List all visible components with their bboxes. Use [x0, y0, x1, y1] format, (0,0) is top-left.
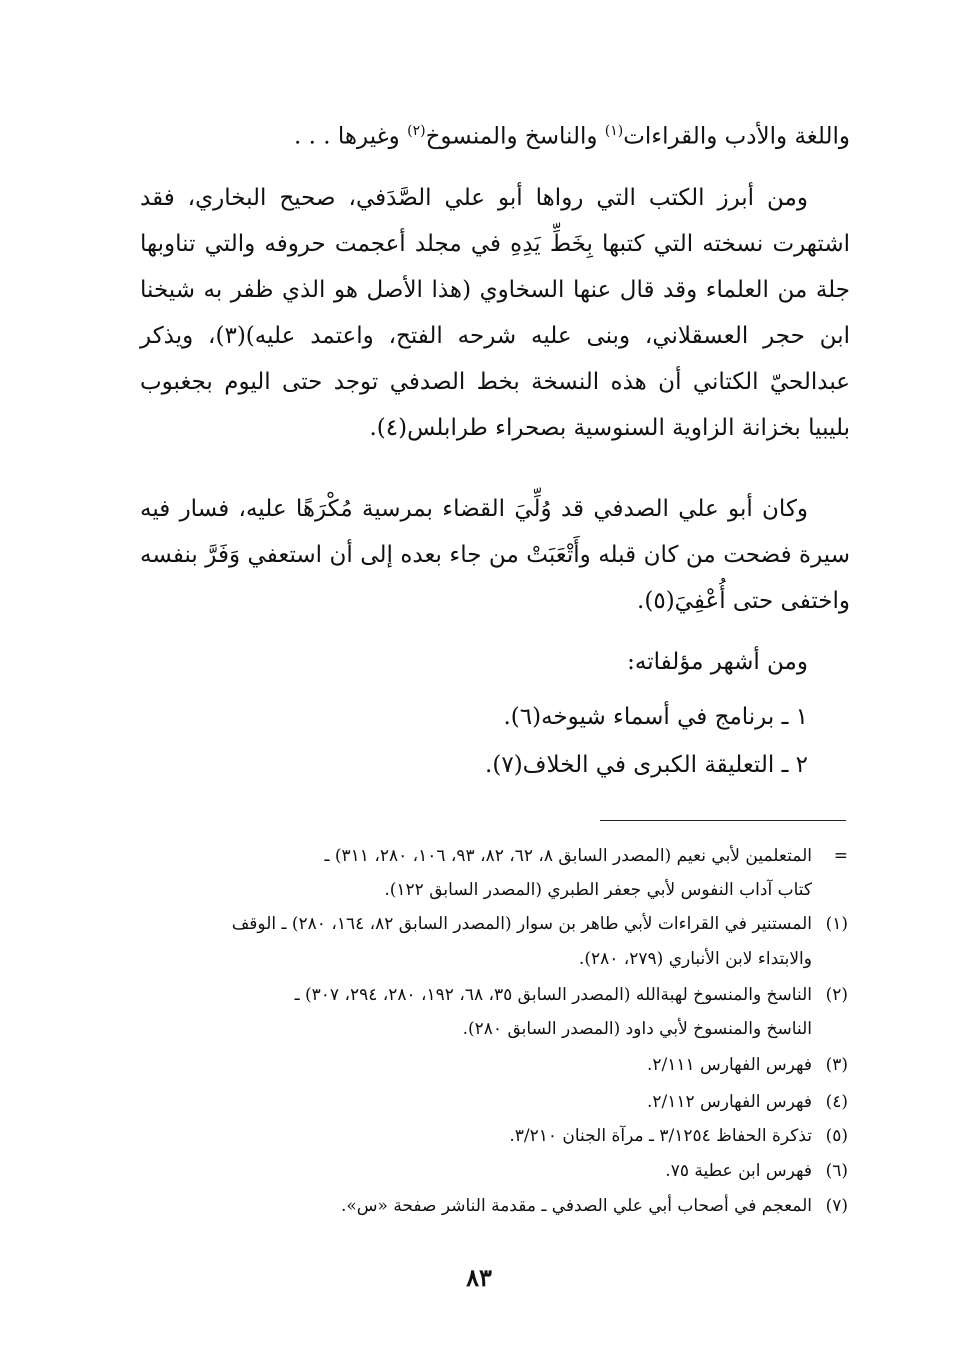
footnote-text: المعجم في أصحاب أبي علي الصدفي ـ مقدمة الناشر صفحة «س».	[340, 1196, 812, 1216]
continuation-mark: =	[833, 846, 848, 866]
footnote-6	[135, 1161, 848, 1181]
footnote-number: (٣)	[825, 1055, 848, 1075]
footnote-text: فهرس الفهارس ٢/١١١.	[646, 1055, 812, 1075]
footnote-text: فهرس الفهارس ٢/١١٢.	[646, 1092, 812, 1112]
body-line-top	[140, 123, 850, 151]
footnote-2-line-2: الناسخ والمنسوخ لأبي داود (المصدر السابق ٢٨٠).	[462, 1019, 812, 1039]
paragraph-2-line-3: واختفى حتى أُعْفِيَ(٥).	[637, 588, 850, 614]
footnote-text: الناسخ والمنسوخ لهبةالله (المصدر السابق ٣٥، ٦٨، ١٩٢، ٢٨٠، ٢٩٤، ٣٠٧) ـ	[294, 985, 812, 1005]
footnote-number: (١)	[825, 914, 848, 934]
footnote-ref: (١)	[604, 123, 624, 139]
footnote-1-line-2: والابتداء لابن الأنباري (٢٧٩، ٢٨٠).	[578, 949, 812, 969]
footnote-2	[135, 985, 848, 1005]
footnote-number: (٤)	[825, 1092, 848, 1112]
paragraph-1-line-1: ومن أبرز الكتب التي رواها أبو علي الصَّدَفي، صحيح البخاري، فقد	[140, 185, 808, 211]
footnote-continued	[135, 846, 848, 866]
footnote-text: فهرس ابن عطية ٧٥.	[665, 1161, 812, 1181]
footnote-3	[135, 1055, 848, 1075]
footnote-4	[135, 1092, 848, 1112]
paragraph-1-line-3: جلة من العلماء وقد قال عنها السخاوي (هذا الأصل هو الذي ظفر به شيخنا	[140, 277, 850, 303]
footnote-number: (٦)	[825, 1161, 848, 1181]
paragraph-1-line-5: عبدالحيّ الكتاني أن هذه النسخة بخط الصدفي توجد حتى اليوم بجغبوب	[140, 369, 850, 395]
footnote-number: (٧)	[825, 1196, 848, 1216]
paragraph-1-line-6: بليبيا بخزانة الزاوية السنوسية بصحراء طرابلس(٤).	[369, 415, 850, 441]
footnote-text: المتعلمين لأبي نعيم (المصدر السابق ٨، ٦٢، ٨٢، ٩٣، ١٠٦، ٢٨٠، ٣١١) ـ	[324, 846, 812, 866]
footnote-ref: (٢)	[407, 123, 426, 139]
footnote-continued-line-2: كتاب آداب النفوس لأبي جعفر الطبري (المصدر السابق ١٢٢).	[384, 880, 812, 900]
footnote-number: (٢)	[825, 985, 848, 1005]
paragraph-1-line-2: اشتهرت نسخته التي كتبها بِخَطِّ يَدِهِ في مجلد أعجمت حروفه والتي تناوبها	[140, 231, 850, 257]
paragraph-2-line-1: وكان أبو علي الصدفي قد وُلِّيَ القضاء بمرسية مُكْرَهًا عليه، فسار فيه	[140, 496, 808, 522]
footnote-text: المستنير في القراءات لأبي طاهر بن سوار (المصدر السابق ٨٢، ١٦٤، ٢٨٠) ـ الوقف	[231, 914, 812, 934]
footnote-1	[135, 914, 848, 934]
works-item-2: ٢ ـ التعليقة الكبرى في الخلاف(٧).	[485, 752, 808, 778]
paragraph-1-line-4: ابن حجر العسقلاني، وبنى عليه شرحه الفتح، واعتمد عليه)(٣)، ويذكر	[140, 323, 850, 349]
text-run: وغيرها . . .	[294, 123, 408, 150]
works-intro: ومن أشهر مؤلفاته:	[627, 649, 808, 675]
paragraph-2-line-2: سيرة فضحت من كان قبله وأَتْعَبَتْ من جاء بعده إلى أن استعفي وَفَرَّ بنفسه	[140, 542, 850, 568]
footnote-text: تذكرة الحفاظ ٣/١٢٥٤ ـ مرآة الجنان ٣/٢١٠.	[509, 1126, 812, 1146]
footnote-number: (٥)	[825, 1126, 848, 1146]
text-run: والناسخ والمنسوخ	[425, 123, 605, 150]
footnote-separator	[600, 820, 846, 821]
works-item-1: ١ ـ برنامج في أسماء شيوخه(٦).	[503, 704, 808, 730]
text-run: واللغة والأدب والقراءات	[623, 123, 850, 150]
footnote-5	[135, 1126, 848, 1146]
page-number: ٨٣	[466, 1263, 492, 1292]
footnote-7	[135, 1196, 848, 1216]
